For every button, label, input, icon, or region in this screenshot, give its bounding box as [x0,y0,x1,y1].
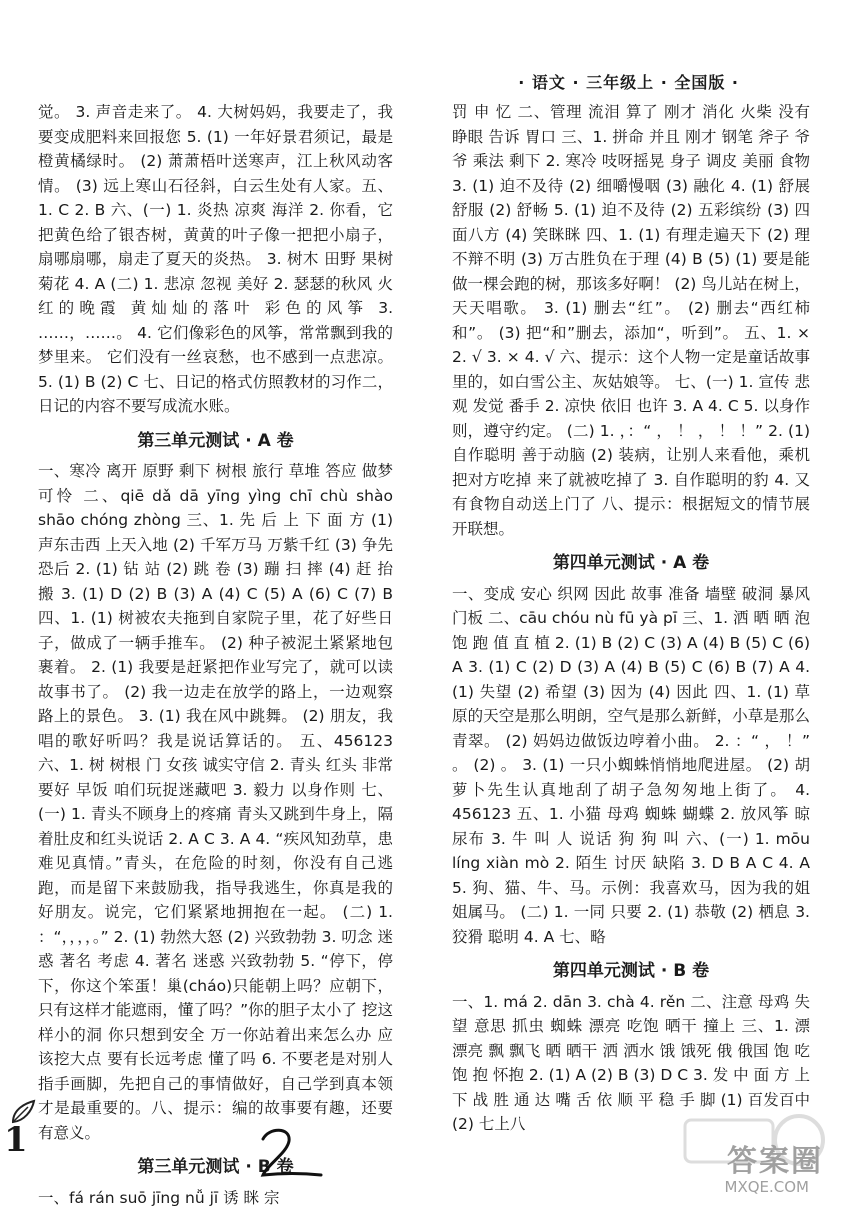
answer-paragraph: 一、变成 安心 织网 因此 故事 准备 墙壁 破洞 暴风 门板 二、cāu chóu nù fū yà pī 三、1. 洒 晒 晒 泡 饱 跑 值 直 植 2. (1) B (2) C (3) A (4) B (5) C (6) A 3. (1) C (2) D (3) A (4) B (5) C (6) B (7) A 4. (1) 失望 (2) 希望 (3) 因为 (4) 因此 四、1. (1) 草原的天空是那么明朗，空气是那么新鲜，小草是那么青翠。 (2) 妈妈边做饭边哼着小曲。 2. ：“ ， ！” 。 (2) 。 3. (1) 一只小蜘蛛悄悄地爬进屋。 (2) 胡萝卜先生认真地刮了胡子急匆匆地上街了。 4. 456123 五、1. 小猫 母鸡 蜘蛛 蝴蝶 2. 放风筝 晾尿布 3. 牛 叫 人 说话 狗 狗 叫 六、(一) 1. mōu líng xiàn mò 2. 陌生 讨厌 缺陷 3. D B A C 4. A 5. 狗、猫、牛、马。示例：我喜欢马，因为我的姐姐属马。 (二) 1. 一同 只要 2. (1) 恭敬 (2) 栖息 3. 狡猾 聪明 4. A 七、略 [452,582,810,950]
answer-paragraph: 罚 申 忆 二、管理 流泪 算了 刚才 消化 火柴 没有 睁眼 告诉 胃口 三、1. 拼命 并且 刚才 钢笔 斧子 爷爷 乘法 剩下 2. 寒冷 吱呀摇晃 身子 调皮 美丽 食物 3. (1) 迫不及待 (2) 细嚼慢咽 (3) 融化 4. (1) 舒展 舒服 (2) 舒畅 5. (1) 迫不及待 (2) 五彩缤纷 (3) 四面八方 (4) 笑眯眯 四、1. (1) 有理走遍天下 (2) 理不辩不明 (3) 万古胜负在于理 (4) B (5) (1) 要是能做一棵会跑的树，那该多好啊！ (2) 鸟儿站在树上，天天唱歌。 3. (1) 删去“红”。 (2) 删去“西红柿和”。 (3) 把“和”删去，添加“，听到”。 五、1. × 2. √ 3. × 4. √ 六、提示：这个人物一定是童话故事里的，如白雪公主、灰姑娘等。 七、(一) 1. 宣传 悲观 发觉 番手 2. 凉快 依旧 也许 3. A 4. C 5. 以身作则，遵守约定。 (二) 1. ，：“ ， ！ ， ！ ！” 2. (1) 自作聪明 善于动脑 (2) 装病，让别人来看他，乘机把对方吃掉 来了就被吃掉了 3. 自作聪明的豹 4. 又有食物自动送上门了 八、提示：根据短文的情节展开联想。 [452,100,810,541]
answer-paragraph: 一、寒冷 离开 原野 剩下 树根 旅行 草堆 答应 做梦 可怜 二、qiē dǎ dā yīng yìng chī chù shào shāo chóng zhòng 三、1. 先 后 上 下 面 方 (1) 声东击西 上天入地 (2) 千军万马 万紫千红 (3) 争先恐后 2. (1) 钻 站 (2) 跳 卷 (3) 蹦 扫 摔 (4) 赶 抬 搬 3. (1) D (2) B (3) A (4) C (5) A (6) C (7) B 四、1. (1) 树被农夫拖到自家院子里，花了好些日子，做成了一辆手推车。 (2) 种子被泥土紧紧地包裹着。 2. (1) 我要是赶紧把作业写完了，就可以读故事书了。 (2) 我一边走在放学的路上，一边观察路上的景色。 3. (1) 我在风中跳舞。 (2) 朋友，我唱的歌好听吗？我是说话算话的。 五、456123 六、1. 树 树根 门 女孩 诚实守信 2. 青头 红头 非常要好 早饭 咱们玩捉迷藏吧 3. 毅力 以身作则 七、(一) 1. 青头不顾身上的疼痛 青头又跳到牛身上，隔着肚皮和红头说话 2. A C 3. A 4. “疾风知劲草，患难见真情。”青头，在危险的时刻，你没有自己逃跑，而是留下来鼓励我，指导我逃生，你真是我的好朋友。说完，它们紧紧地拥抱在一起。 (二) 1. ：“，，，，。” 2. (1) 勃然大怒 (2) 兴致勃勃 3. 叨念 迷惑 著名 考虑 4. 著名 迷惑 兴致勃勃 5. “停下，停下，你这个笨蛋！巢(cháo)只能朝上吗？应朝下，只有这样才能遮雨，懂了吗？”你的胆子太小了 挖这样小的洞 你只想到安全 万一你站着出来怎么办 应该挖大点 要有长远考虑 懂了吗 6. 不要老是对别人指手画脚，先把自己的事情做好，自己学到真本领才是最重要的。八、提示：编的故事要有趣，还要有意义。 [38,459,393,1145]
watermark-text: 答案圈 [727,1136,823,1180]
page-header: · 语文 · 三年级上 · 全国版 · [518,70,739,93]
watermark-url: MXQE.COM [725,1178,810,1196]
right-column [452,100,810,1137]
section-title: 第三单元测试 · A 卷 [38,429,393,454]
page-number: 1 [4,1120,28,1160]
answer-paragraph: 一、fá rán suō jīng nǚ jī 诱 眯 宗 [38,1186,393,1210]
section-title: 第四单元测试 · A 卷 [452,551,810,576]
left-column [38,100,393,1210]
handwritten-mark [255,1125,325,1180]
answer-paragraph: 一、1. má 2. dān 3. chà 4. rěn 二、注意 母鸡 失望 意思 抓虫 蜘蛛 漂亮 吃饱 晒干 撞上 三、1. 漂 漂亮 飘 飘飞 晒 晒干 洒 洒水 饿 饿死 俄 俄国 饱 吃饱 抱 怀抱 2. (1) A (2) B (3) D C 3. 发 中 面 方 上 下 战 胜 通 达 嘴 舌 依 顺 平 稳 手 脚 (1) 百发百中 (2) 七上八 [452,990,810,1137]
answer-paragraph: 觉。 3. 声音走来了。 4. 大树妈妈，我要走了，我要变成肥料来回报您 5. (1) 一年好景君须记，最是橙黄橘绿时。 (2) 萧萧梧叶送寒声，江上秋风动客情。 (3) 远上寒山石径斜，白云生处有人家。五、1. C 2. B 六、(一) 1. 炎热 凉爽 海洋 2. 你看，它把黄色给了银杏树，黄黄的叶子像一把把小扇子，扇哪扇哪，扇走了夏天的炎热。 3. 树木 田野 果树 菊花 4. A (二) 1. 悲凉 忽视 美好 2. 瑟瑟的秋风 火红的晚霞 黄灿灿的落叶 彩色的风筝 3. ……，……。 4. 它们像彩色的风筝，常常飘到我的梦里来。 它们没有一丝哀愁，也不感到一点悲凉。 5. (1) B (2) C 七、日记的格式仿照教材的习作二，日记的内容不要写成流水账。 [38,100,393,419]
section-title: 第三单元测试 · B 卷 [38,1155,393,1180]
section-title: 第四单元测试 · B 卷 [452,959,810,984]
